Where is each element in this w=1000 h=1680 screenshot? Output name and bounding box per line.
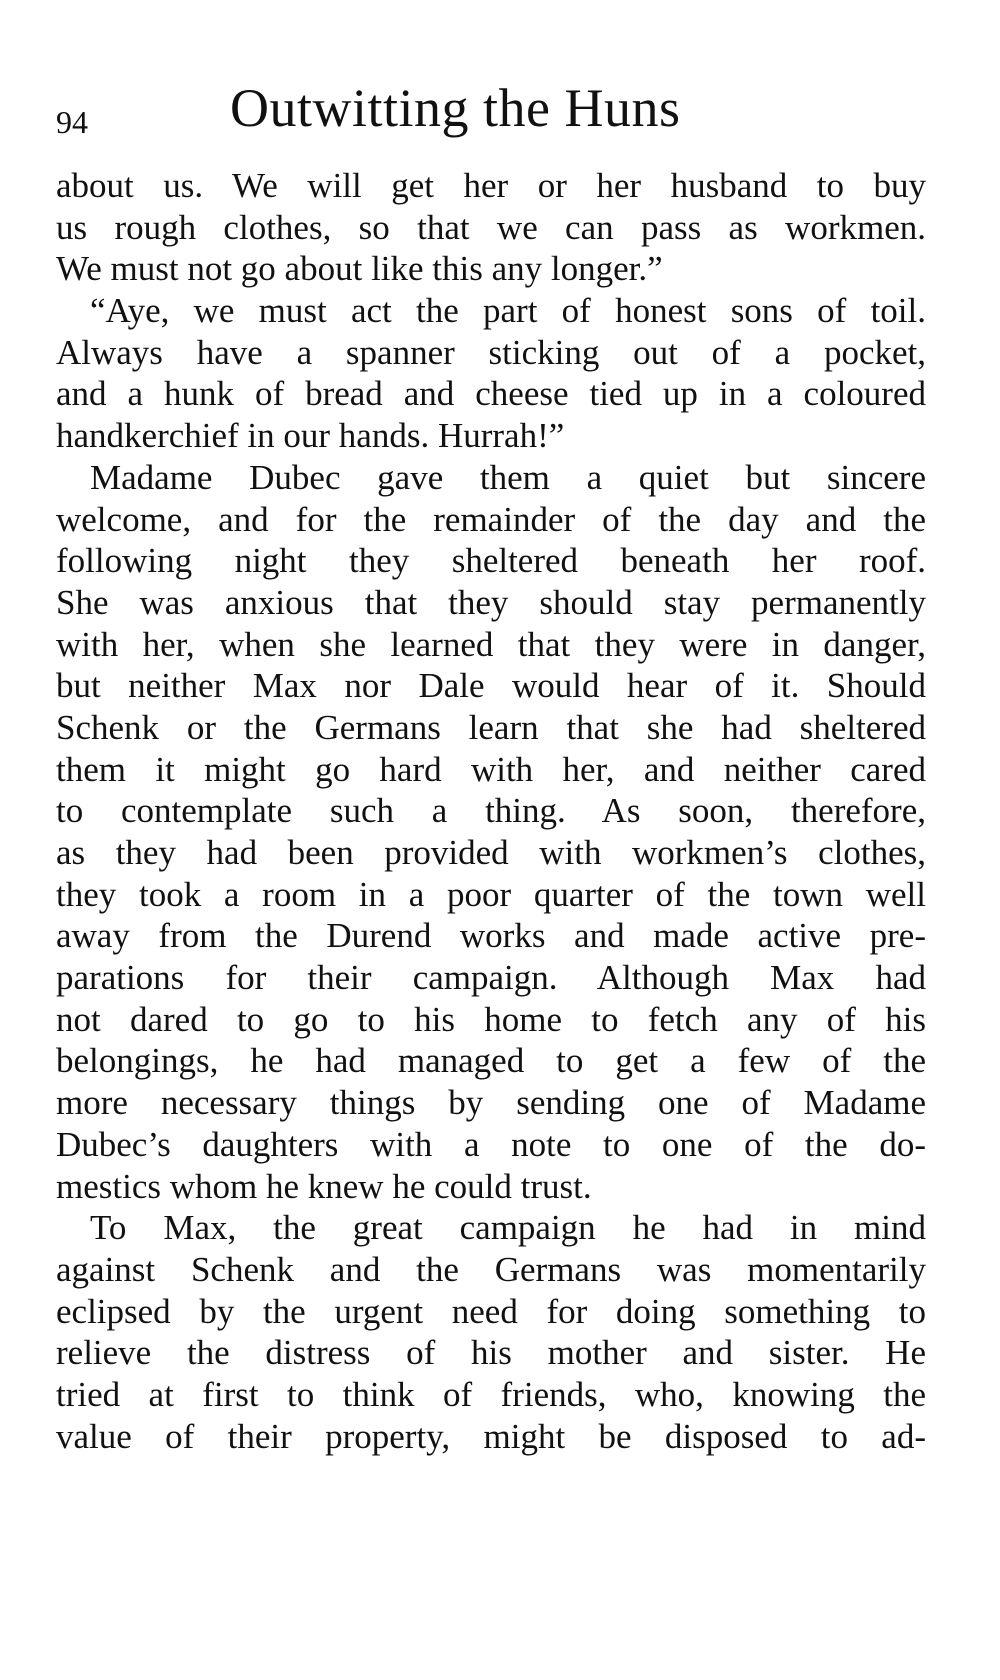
text-line: to contemplate such a thing. As soon, therefore,	[56, 791, 926, 831]
text-line: parations for their campaign. Although Max had	[56, 958, 926, 998]
text-line: but neither Max nor Dale would hear of it. Should	[56, 666, 926, 706]
text-line: To Max, the great campaign he had in mind	[90, 1208, 926, 1248]
text-line: as they had been provided with workmen’s clothes,	[56, 833, 926, 872]
text-line: tried at first to think of friends, who, knowing the	[56, 1374, 926, 1414]
body-text	[56, 165, 926, 1457]
text-line: “Aye, we must act the part of honest sons of toil.	[90, 291, 926, 331]
text-line: about us. We will get her or her husband to buy	[56, 166, 926, 205]
text-line: with her, when she learned that they were in danger,	[56, 624, 926, 664]
text-line: and a hunk of bread and cheese tied up in a coloured	[56, 374, 926, 414]
text-line: Always have a spanner sticking out of a pocket,	[56, 332, 926, 372]
text-line: mestics whom he knew he could trust.	[56, 1166, 592, 1206]
text-line: welcome, and for the remainder of the day and the	[56, 499, 926, 539]
text-line: Madame Dubec gave them a quiet but sincere	[90, 457, 926, 497]
text-line: belongings, he had managed to get a few of the	[56, 1041, 926, 1081]
text-line: relieve the distress of his mother and sister. He	[56, 1333, 926, 1373]
text-line: not dared to go to his home to fetch any of his	[56, 999, 926, 1039]
text-line: Dubec’s daughters with a note to one of the do-	[56, 1124, 926, 1164]
text-line: us rough clothes, so that we can pass as workmen.	[56, 207, 926, 247]
text-line: Schenk or the Germans learn that she had sheltered	[56, 707, 926, 747]
text-line: away from the Durend works and made active pre-	[56, 916, 926, 956]
text-line: they took a room in a poor quarter of the town well	[56, 874, 926, 914]
page-header	[56, 78, 926, 148]
text-line: value of their property, might be disposed to ad-	[56, 1416, 926, 1456]
text-line: She was anxious that they should stay permanently	[56, 582, 926, 622]
text-line: handkerchief in our hands. Hurrah!”	[56, 416, 565, 456]
text-line: them it might go hard with her, and neither cared	[56, 749, 926, 789]
running-title: Outwitting the Huns	[230, 78, 681, 138]
text-line: following night they sheltered beneath her roof.	[56, 541, 926, 581]
page-number: 94	[56, 104, 88, 140]
text-line: more necessary things by sending one of Madame	[56, 1083, 926, 1123]
text-line: We must not go about like this any longer.”	[56, 249, 663, 289]
text-line: eclipsed by the urgent need for doing something to	[56, 1291, 926, 1331]
text-line: against Schenk and the Germans was momentarily	[56, 1249, 926, 1289]
